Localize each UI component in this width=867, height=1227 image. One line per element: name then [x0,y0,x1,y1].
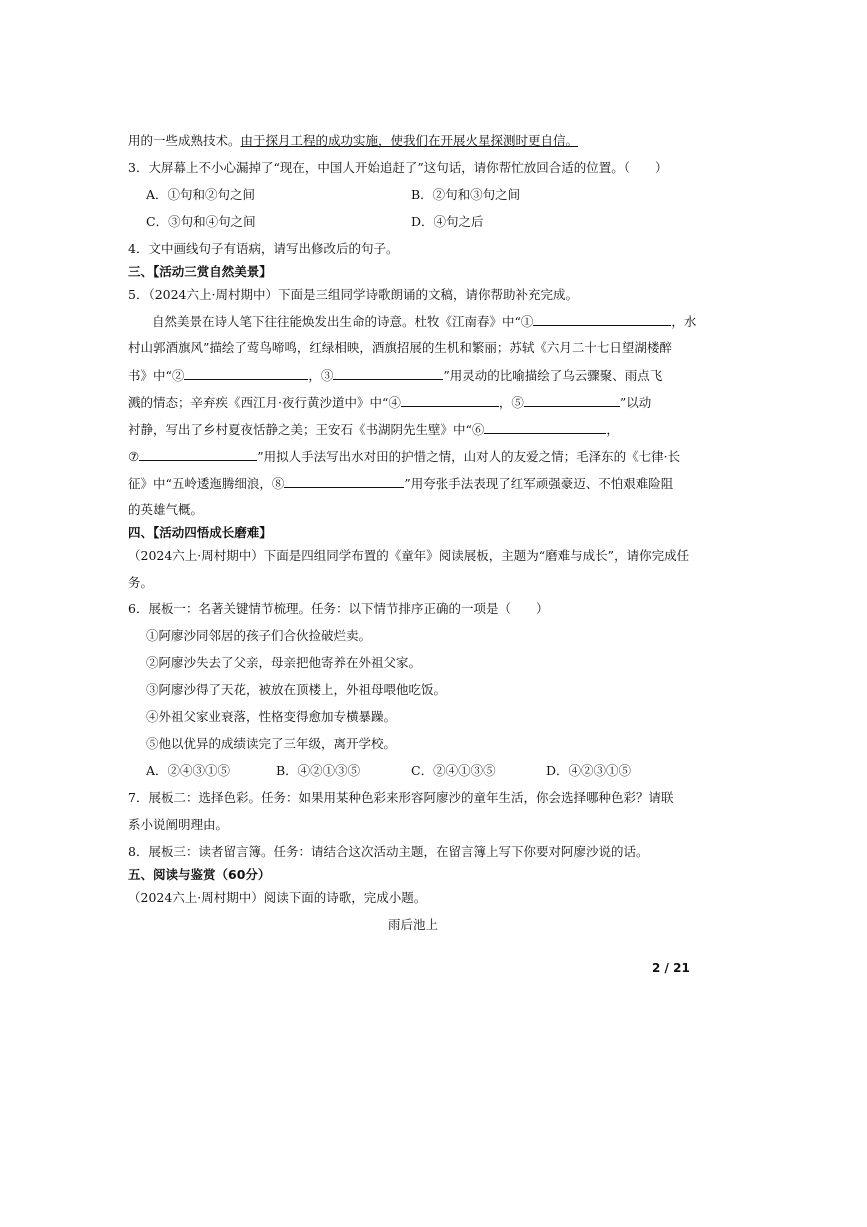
q5-text: 自然美景在诗人笔下往往能焕发出生命的诗意。杜牧《江南春》中“① [152,314,534,329]
q3-option-d: D．④句之后 [411,214,484,229]
q6-item-2: ②阿廖沙失去了父亲，母亲把他寄养在外祖父家。 [146,655,422,670]
section-5-intro: （2024六上·周村期中）阅读下面的诗歌，完成小题。 [128,890,427,905]
answer-blank-6[interactable] [484,420,606,434]
q6-option-a: A．②④③①⑤ [146,763,231,778]
q6-item-1: ①阿廖沙同邻居的孩子们合伙捡破烂卖。 [146,628,372,643]
answer-blank-4[interactable] [401,393,499,407]
q5-line-2: 村山郭酒旗风”描绘了莺鸟啼鸣，红绿相映，酒旗招展的生机和繁丽；苏轼《六月二十七日望湖楼醉 [128,340,672,355]
q3-option-c: C．③句和④句之间 [146,214,256,229]
answer-blank-3[interactable] [333,366,443,380]
answer-blank-1[interactable] [533,312,671,326]
intro-plain: 用的一些成熟技术。 [128,133,241,148]
q5-text: ”用灵动的比喻描绘了乌云骤聚、雨点飞 [443,368,663,383]
answer-blank-7[interactable] [139,447,257,461]
answer-blank-5[interactable] [524,393,620,407]
section-4-title: 四、【活动四悟成长磨难】 [128,525,272,540]
q6-item-4: ④外祖父家业衰落，性格变得愈加专横暴躁。 [146,709,397,724]
q5-line-1 [152,312,696,331]
q5-text: ，⑤ [498,395,524,410]
intro-line [128,132,578,150]
q5-line-4 [128,393,651,412]
q6-option-d: D．④②③①⑤ [546,763,632,778]
q5-line-8: 的英雄气概。 [128,502,204,517]
question-6: 6．展板一：名著关键情节梳理。任务：以下情节排序正确的一项是（ ） [128,601,549,616]
q5-text: ”用拟人手法写出水对田的护惜之情，山对人的友爱之情；毛泽东的《七律·长 [257,449,681,464]
page-number: 2 / 21 [652,961,690,975]
answer-blank-2[interactable] [184,366,308,380]
q6-item-3: ③阿廖沙得了天花，被放在顶楼上，外祖母喂他吃饭。 [146,682,447,697]
question-5-intro: 5．（2024六上·周村期中）下面是三组同学诗歌朗诵的文稿，请你帮助补充完成。 [128,287,578,302]
intro-underlined-sentence: 由于探月工程的成功实施，使我们在开展火星探测时更自信。 [240,133,579,148]
question-7-line-2: 系小说阐明理由。 [128,817,229,832]
section-4-intro-1: （2024六上·周村期中）下面是四组同学布置的《童年》阅读展板，主题为“磨难与成长”，请你完成任 [128,548,690,563]
q6-option-b: B．④②①③⑤ [276,763,361,778]
q5-text: ， [606,422,619,437]
q5-text: 溅的情态；辛弃疾《西江月·夜行黄沙道中》中“④ [128,395,401,410]
section-4-intro-2: 务。 [128,575,154,590]
q3-option-a: A．①句和②句之间 [146,187,256,202]
question-7-line-1: 7．展板二：选择色彩。任务：如果用某种色彩来形容阿廖沙的童年生活，你会选择哪种色彩？请联 [128,790,674,805]
q6-item-5: ⑤他以优异的成绩读完了三年级，离开学校。 [146,736,397,751]
q3-option-b: B．②句和③句之间 [411,187,521,202]
q5-line-6 [128,447,680,466]
question-8: 8．展板三：读者留言簿。任务：请结合这次活动主题，在留言簿上写下你要对阿廖沙说的话。 [128,844,649,859]
q5-text: 书》中“② [128,368,185,383]
answer-blank-8[interactable] [284,474,404,488]
q5-line-3 [128,366,662,385]
q5-text: ，③ [308,368,334,383]
q5-text: ⑦ [128,449,140,464]
section-5-title: 五、阅读与鉴赏（60分） [128,867,271,882]
poem-title: 雨后池上 [388,917,439,932]
q5-text: 衬静，写出了乡村夏夜恬静之美；王安石《书湖阴先生壁》中“⑥ [128,422,485,437]
q5-text: ”以动 [619,395,652,410]
q5-text: 征》中“五岭逶迤腾细浪，⑧ [128,476,285,491]
q5-text: ”用夸张手法表现了红军顽强豪迈、不怕艰难险阻 [404,476,674,491]
section-3-title: 三、【活动三赏自然美景】 [128,264,272,279]
q5-text: ，水 [671,314,697,329]
question-3: 3．大屏幕上不小心漏掉了“现在，中国人开始追赶了”这句话，请你帮忙放回合适的位置。（ ） [128,160,668,175]
q6-option-c: C．②④①③⑤ [411,763,496,778]
q5-line-7 [128,474,673,493]
q5-line-5 [128,420,619,439]
question-4: 4．文中画线句子有语病，请写出修改后的句子。 [128,241,399,256]
